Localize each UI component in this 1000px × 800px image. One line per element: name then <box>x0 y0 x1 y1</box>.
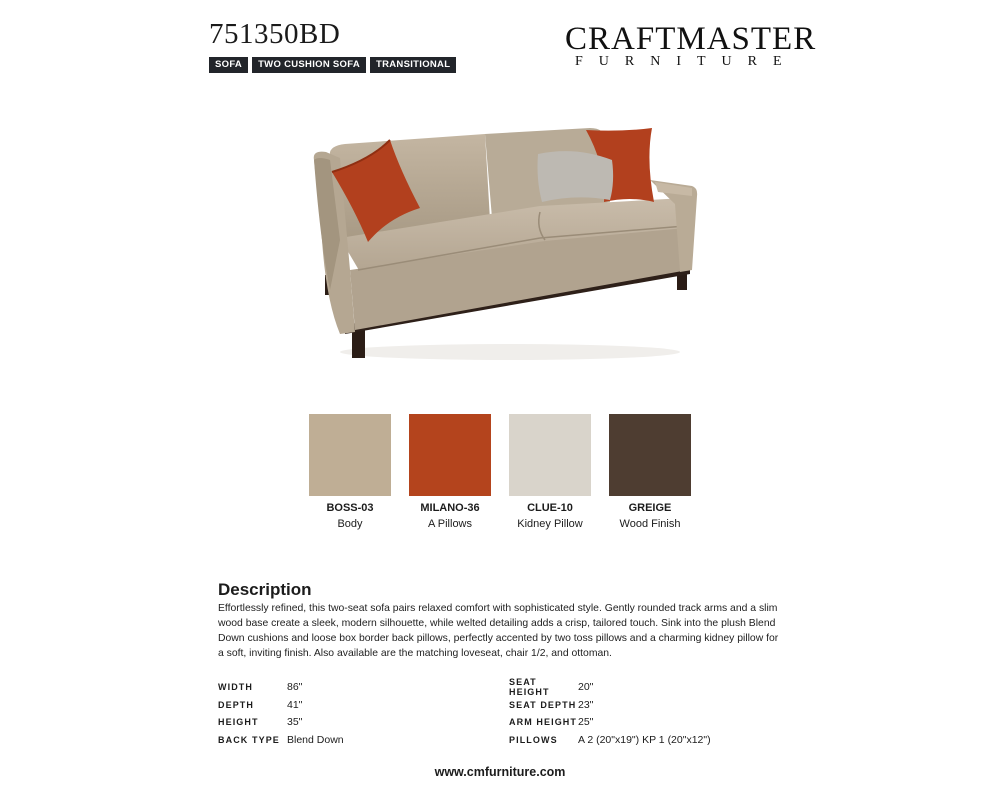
swatch-chip <box>509 414 591 496</box>
spec-value: 23" <box>578 698 594 711</box>
spec-label: SEAT HEIGHT <box>509 676 550 697</box>
spec-value: 20" <box>578 680 594 693</box>
swatch-chip <box>309 414 391 496</box>
tag-transitional: TRANSITIONAL <box>370 57 456 73</box>
specs-right <box>509 678 711 749</box>
spec-row <box>509 678 711 696</box>
swatch-wood-finish <box>609 414 691 530</box>
spec-row <box>509 696 711 714</box>
swatch-code: GREIGE <box>628 502 672 514</box>
brand-logo <box>565 21 817 69</box>
swatch-body <box>309 414 391 530</box>
tag-two-cushion-sofa: TWO CUSHION SOFA <box>252 57 366 73</box>
kidney-pillow <box>538 151 614 202</box>
spec-value: 86" <box>287 680 303 693</box>
description-heading: Description <box>218 580 312 599</box>
swatch-code: MILANO-36 <box>420 502 480 514</box>
sofa-image <box>300 120 710 370</box>
website-link[interactable]: www.cmfurniture.com <box>434 765 566 779</box>
spec-label: SEAT DEPTH <box>509 699 577 710</box>
spec-label: PILLOWS <box>509 734 558 745</box>
spec-label: WIDTH <box>218 681 253 692</box>
spec-value: 35" <box>287 716 303 729</box>
category-tags <box>209 57 456 73</box>
spec-row <box>218 731 344 749</box>
swatch-label: Wood Finish <box>619 518 681 530</box>
spec-value: Blend Down <box>287 733 344 746</box>
spec-value: 25" <box>578 716 594 729</box>
spec-row <box>218 678 344 696</box>
swatch-list <box>309 414 691 530</box>
spec-label: ARM HEIGHT <box>509 717 577 728</box>
brand-name: CRAFTMASTER <box>565 21 817 57</box>
swatch-chip <box>409 414 491 496</box>
spec-row <box>218 713 344 731</box>
specs-left <box>218 678 344 749</box>
spec-row <box>509 713 711 731</box>
sofa-shadow <box>340 344 680 360</box>
swatch-chip <box>609 414 691 496</box>
spec-row <box>509 731 711 749</box>
spec-label: HEIGHT <box>218 717 259 728</box>
spec-row <box>218 696 344 714</box>
spec-value: A 2 (20"x19") KP 1 (20"x12") <box>578 733 711 746</box>
model-number: 751350BD <box>209 18 341 50</box>
swatch-a-pillows <box>409 414 491 530</box>
swatch-label: Body <box>337 518 363 530</box>
spec-label: DEPTH <box>218 699 255 710</box>
description-text: Effortlessly refined, this two-seat sofa pairs relaxed comfort with sophisticated style. Gently rounded track arms and a slim wood base create a sleek, modern silhouette, while welted detailing adds a crisp, tailored touch. Sink into the plush Blend Down cushions and loose box border back pillows, perfectly accented by two toss pillows and a charming kidney pillow for a soft, inviting finish. Also available are the matching loveseat, chair 1/2, and ottoman. <box>218 603 779 659</box>
swatch-code: CLUE-10 <box>527 502 573 514</box>
spec-label: BACK TYPE <box>218 734 280 745</box>
spec-value: 41" <box>287 698 303 711</box>
swatch-kidney-pillow <box>509 414 591 530</box>
brand-subtitle: FURNITURE <box>575 54 798 69</box>
tag-sofa: SOFA <box>209 57 248 73</box>
swatch-code: BOSS-03 <box>326 502 374 514</box>
swatch-label: A Pillows <box>427 518 473 530</box>
swatch-label: Kidney Pillow <box>517 518 583 530</box>
